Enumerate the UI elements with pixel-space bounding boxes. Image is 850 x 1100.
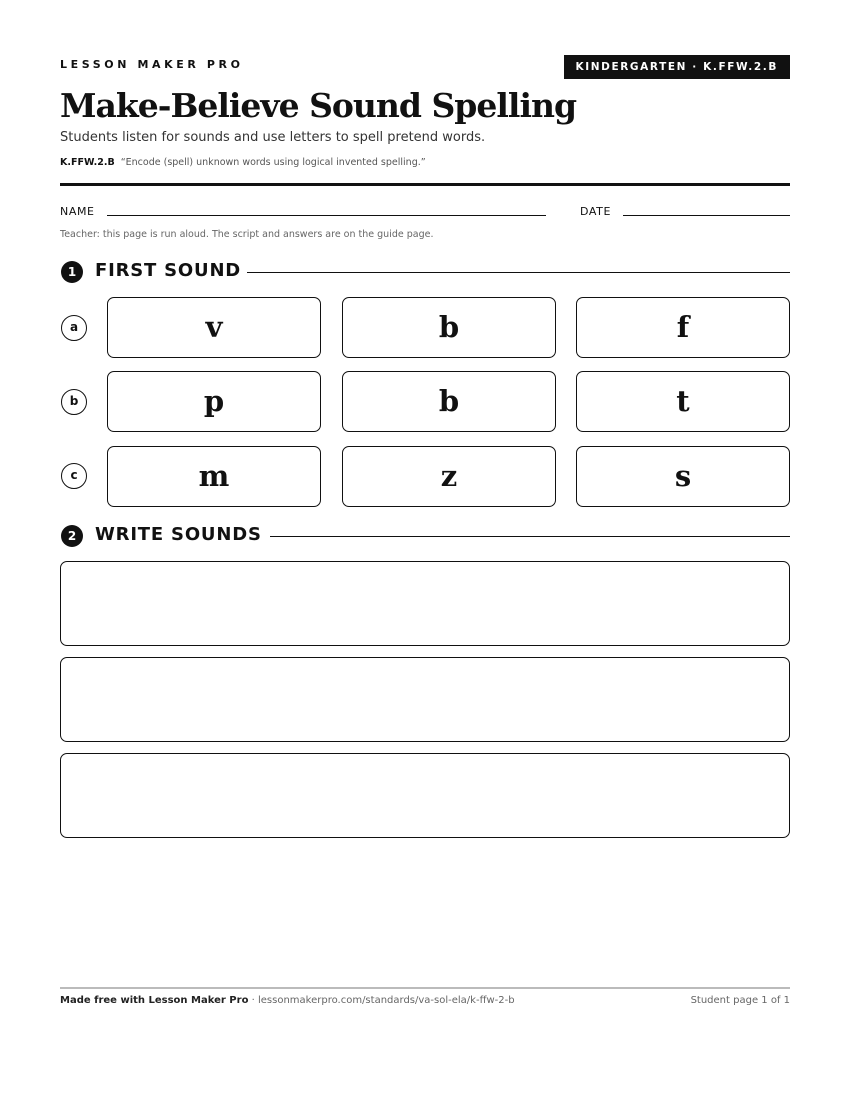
footer-divider xyxy=(60,987,790,989)
date-field[interactable] xyxy=(623,215,790,216)
write-box-1[interactable] xyxy=(60,561,790,646)
date-label: DATE xyxy=(580,205,612,218)
grade-standard-badge: KINDERGARTEN · K.FFW.2.B xyxy=(564,55,790,79)
choice-b-1[interactable]: p xyxy=(107,371,321,432)
section-1-title: FIRST SOUND xyxy=(95,260,242,281)
choice-c-3[interactable]: s xyxy=(576,446,790,507)
brand-name: LESSON MAKER PRO xyxy=(60,58,244,71)
write-box-3[interactable] xyxy=(60,753,790,838)
choice-c-2[interactable]: z xyxy=(342,446,556,507)
standard-code: K.FFW.2.B xyxy=(60,157,115,168)
header-divider xyxy=(60,183,790,186)
name-field[interactable] xyxy=(107,215,546,216)
name-label: NAME xyxy=(60,205,95,218)
standard-reference xyxy=(60,157,426,168)
worksheet-subtitle: Students listen for sounds and use letters to spell pretend words. xyxy=(60,130,486,145)
row-label-b: b xyxy=(61,389,87,415)
choice-a-3[interactable]: f xyxy=(576,297,790,358)
footer-url: · lessonmakerpro.com/standards/va-sol-ela/k-ffw-2-b xyxy=(248,995,515,1006)
row-label-a: a xyxy=(61,315,87,341)
section-1-number: 1 xyxy=(61,261,83,283)
choice-c-1[interactable]: m xyxy=(107,446,321,507)
footer-credit xyxy=(60,995,515,1006)
choice-b-2[interactable]: b xyxy=(342,371,556,432)
row-label-c: c xyxy=(61,463,87,489)
choice-a-1[interactable]: v xyxy=(107,297,321,358)
standard-text: “Encode (spell) unknown words using logical invented spelling.” xyxy=(120,157,426,168)
choice-a-2[interactable]: b xyxy=(342,297,556,358)
teacher-note: Teacher: this page is run aloud. The script and answers are on the guide page. xyxy=(60,229,434,240)
section-2-number: 2 xyxy=(61,525,83,547)
section-1-rule xyxy=(247,272,790,273)
write-box-2[interactable] xyxy=(60,657,790,742)
footer-made-with: Made free with Lesson Maker Pro xyxy=(60,995,249,1006)
section-2-title: WRITE SOUNDS xyxy=(95,524,262,545)
choice-b-3[interactable]: t xyxy=(576,371,790,432)
worksheet-title: Make-Believe Sound Spelling xyxy=(60,86,577,125)
section-2-rule xyxy=(270,536,790,537)
footer-page-number: Student page 1 of 1 xyxy=(690,995,790,1006)
